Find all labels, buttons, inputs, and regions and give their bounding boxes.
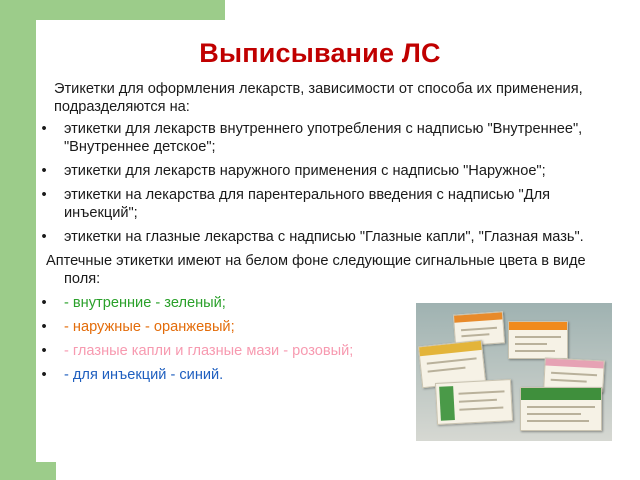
list-item — [36, 318, 396, 336]
list-item-text: этикетки для лекарств внутреннего употребления с надписью "Внутреннее", "Внутреннее детское"; — [64, 121, 583, 155]
bullet-icon: • — [41, 343, 47, 359]
bullet-icon: • — [41, 319, 47, 335]
accent-bar-left — [0, 0, 36, 480]
bullet-icon: • — [41, 229, 47, 245]
list-item — [36, 162, 616, 180]
bullet-icon: • — [41, 163, 47, 179]
intro-paragraph: Этикетки для оформления лекарств, зависимости от способа их применения, подразделяются на: — [54, 81, 583, 115]
slide-title: Выписывание ЛС — [199, 38, 441, 68]
list-item — [36, 342, 396, 360]
list-item — [36, 294, 396, 312]
bullet-icon: • — [41, 121, 47, 137]
list-item-text: этикетки для лекарств наружного применения с надписью "Наружное"; — [64, 163, 546, 179]
bullet-icon: • — [41, 295, 47, 311]
list-item-text: этикетки на лекарства для парентерального введения с надписью "Для инъекций"; — [64, 187, 551, 221]
label-photo-green-right — [520, 387, 602, 431]
list-item — [36, 366, 396, 384]
label-photo-orange-large — [508, 321, 568, 359]
color-item-green: - внутренние - зеленый; — [64, 295, 226, 311]
list-item-text: этикетки на глазные лекарства с надписью "Глазные капли", "Глазная мазь". — [64, 229, 584, 245]
label-photo-green-left — [435, 379, 513, 425]
bullet-icon: • — [41, 367, 47, 383]
label-types-list — [36, 120, 616, 246]
list-item — [36, 228, 616, 246]
color-item-blue: - для инъекций - синий. — [64, 367, 224, 383]
bullet-icon: • — [41, 187, 47, 203]
color-item-pink: - глазные капли и глазные мази - розовый; — [64, 343, 354, 359]
colors-paragraph: Аптечные этикетки имеют на белом фоне следующие сигнальные цвета в виде поля: — [46, 253, 586, 287]
color-item-orange: - наружные - оранжевый; — [64, 319, 235, 335]
signal-colors-list — [36, 294, 396, 384]
accent-bar-bottom — [0, 462, 56, 480]
pharmacy-labels-photo — [416, 303, 612, 441]
list-item — [36, 120, 616, 156]
list-item — [36, 186, 616, 222]
